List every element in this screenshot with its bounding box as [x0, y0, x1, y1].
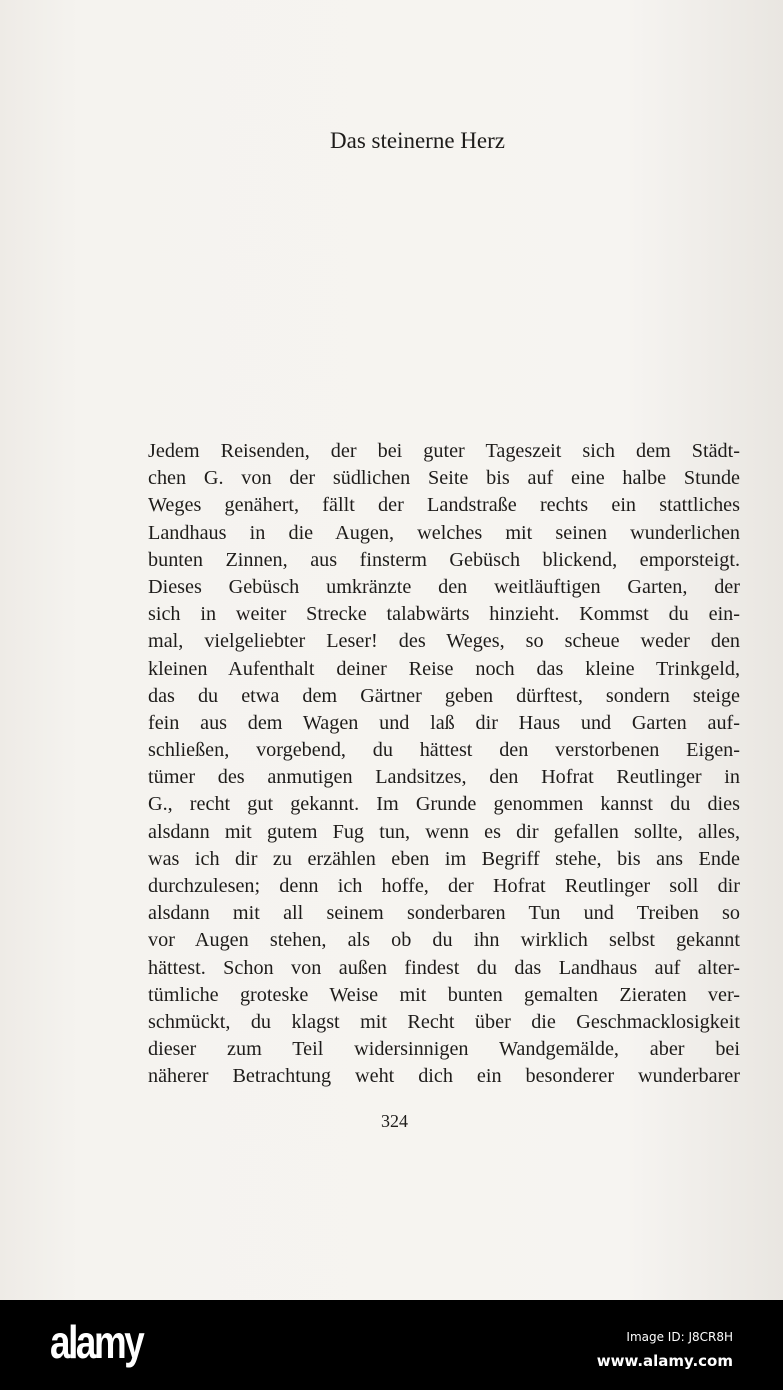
text-line: tümer des anmutigen Landsitzes, den Hofrat Reutlinger in [148, 766, 740, 789]
text-line: dieser zum Teil widersinnigen Wandgemälde, aber bei [148, 1038, 740, 1061]
text-line: Jedem Reisenden, der bei guter Tageszeit sich dem Städt- [148, 440, 740, 462]
text-line: bunten Zinnen, aus finsterm Gebüsch blickend, emporsteigt. [148, 548, 740, 571]
text-line: Landhaus in die Augen, welches mit seinen wunderlichen [148, 521, 740, 544]
alamy-logo: alamy [50, 1316, 143, 1368]
text-line: alsdann mit all seinem sonderbaren Tun und Treiben so [148, 902, 740, 925]
text-line: sich in weiter Strecke talabwärts hinzieht. Kommst du ein- [148, 603, 740, 626]
page-number: 324 [381, 1111, 408, 1131]
text-line: durchzulesen; denn ich hoffe, der Hofrat Reutlinger soll dir [148, 875, 740, 897]
text-line: fein aus dem Wagen und laß dir Haus und Garten auf- [148, 711, 740, 734]
text-line: das du etwa dem Gärtner geben dürftest, sondern steige [148, 684, 740, 707]
text-line: Weges genähert, fällt der Landstraße rechts ein stattliches [148, 494, 740, 517]
chapter-title [90, 128, 783, 154]
text-line: alsdann mit gutem Fug tun, wenn es dir gefallen sollte, alles, [148, 820, 740, 843]
text-line: näherer Betrachtung weht dich ein besonderer wunderbarer [148, 1065, 740, 1088]
text-line: schließen, vorgebend, du hättest den verstorbenen Eigen- [148, 739, 740, 762]
text-line: G., recht gut gekannt. Im Grunde genommen kannst du dies [148, 793, 740, 816]
text-line: vor Augen stehen, als ob du ihn wirklich selbst gekannt [148, 929, 740, 952]
body-text [148, 438, 740, 1091]
text-line: kleinen Aufenthalt deiner Reise noch das kleine Trinkgeld, [148, 657, 740, 680]
chapter-title-text: Das steinerne Herz [330, 128, 505, 153]
site-url: www.alamy.com [596, 1352, 733, 1370]
text-line: chen G. von der südlichen Seite bis auf eine halbe Stunde [148, 467, 740, 490]
text-line: schmückt, du klagst mit Recht über die Geschmacklosigkeit [148, 1010, 740, 1033]
image-id: Image ID: J8CR8H [626, 1330, 733, 1344]
text-line: mal, vielgeliebter Leser! des Weges, so scheue weder den [148, 630, 740, 653]
text-line: Dieses Gebüsch umkränzte den weitläuftigen Garten, der [148, 575, 740, 598]
text-line: hättest. Schon von außen findest du das Landhaus auf alter- [148, 956, 740, 979]
watermark-footer [0, 1300, 783, 1390]
text-line: was ich dir zu erzählen eben im Begriff stehe, bis ans Ende [148, 847, 740, 870]
text-line: tümliche groteske Weise mit bunten gemalten Zieraten ver- [148, 983, 740, 1006]
